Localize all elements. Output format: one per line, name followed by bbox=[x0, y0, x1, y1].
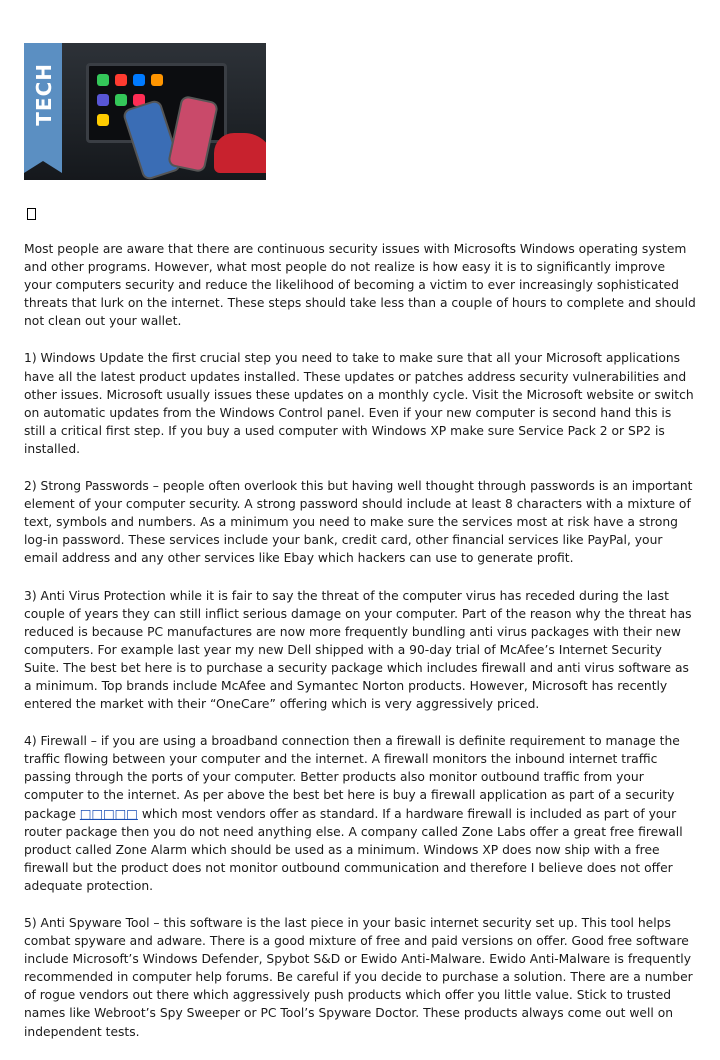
paragraph-intro: Most people are aware that there are continuous security issues with Microsofts Windows operating system and other programs. However, what most people do not realize is how easy it is to significantly improve your computers security and reduce the likelihood of becoming a victim to ever increasingly sophisticated threats that lurk on the internet. These steps should take less than a couple of hours to complete and should not clean out your wallet. bbox=[24, 242, 696, 329]
tech-badge-text: TECH bbox=[32, 63, 56, 126]
security-package-link[interactable]: □□□□□ bbox=[79, 806, 138, 821]
tech-badge bbox=[24, 43, 62, 161]
paragraph-anti-virus: 3) Anti Virus Protection while it is fair to say the threat of the computer virus has receded during the last couple of years they can still inflict serious damage on your computer. Part of the reason why the threat has reduced is because PC manufactures are now more frequently bundling anti virus packages with their new computers. For example last year my new Dell shipped with a 90-day trial of McAfee’s Internet Security Suite. The best bet here is to purchase a security package which includes firewall and anti virus software as a minimum. Top brands include McAfee and Symantec Norton products. However, Microsoft has recently entered the market with their “OneCare” offering which is very aggressively priced. bbox=[24, 588, 692, 712]
article-body bbox=[24, 240, 696, 1060]
paragraph-anti-spyware: 5) Anti Spyware Tool – this software is the last piece in your basic internet security set up. This tool helps combat spyware and adware. There is a good mixture of free and paid versions on offer. Good free software include Microsoft’s Windows Defender, Spybot S&D or Ewido Anti-Malware. Ewido Anti-Malware is frequently recommended in computer help forums. Be careful if you decide to purchase a solution. There are a number of rogue vendors out there which aggressively push products which offer you little value. Stick to trusted names like Webroot’s Spy Sweeper or PC Tool’s Spyware Doctor. These products always come out well on independent tests. bbox=[24, 916, 693, 1039]
hero-image bbox=[24, 43, 266, 180]
paragraph-windows-update: 1) Windows Update the first crucial step you need to take to make sure that all your Microsoft applications have all the latest product updates installed. These updates or patches address security vulnerabilities and other issues. Microsoft usually issues these updates on a monthly cycle. Visit the Microsoft website or switch on automatic updates from the Windows Control panel. Even if your new computer is second hand this is still a critical first step. If you buy a used computer with Windows XP make sure Service Pack 2 or SP2 is installed. bbox=[24, 351, 694, 456]
red-car bbox=[214, 133, 266, 173]
firewall-text-before: 4) Firewall – if you are using a broadband connection then a firewall is definite requirement to manage the traffic flowing between your computer and the internet. A firewall monitors the inbound internet traffic passing through the ports of your computer. Better products also monitor outbound traffic from your computer to the internet. As per above the best bet here is buy a firewall application as part of a security package bbox=[24, 734, 680, 821]
firewall-text-after: which most vendors offer as standard. If a hardware firewall is included as part of your router package then you do not need anything else. A company called Zone Labs offer a great free firewall product called Zone Alarm which should be used as a minimum. Windows XP does now ship with a free firewall but the product does not monitor outbound communication and therefore I believe does not offer adequate protection. bbox=[24, 806, 683, 893]
placeholder-glyph-icon bbox=[24, 205, 36, 224]
paragraph-strong-passwords: 2) Strong Passwords – people often overlook this but having well thought through passwords is an important element of your computer security. A strong password should include at least 8 characters with a mixture of text, symbols and numbers. As a minimum you need to make sure the services most at risk have a strong log-in password. These services include your bank, credit card, other financial services like PayPal, your email address and any other services like Ebay which hackers can use to generate profit. bbox=[24, 479, 693, 566]
paragraph-firewall bbox=[24, 732, 696, 895]
